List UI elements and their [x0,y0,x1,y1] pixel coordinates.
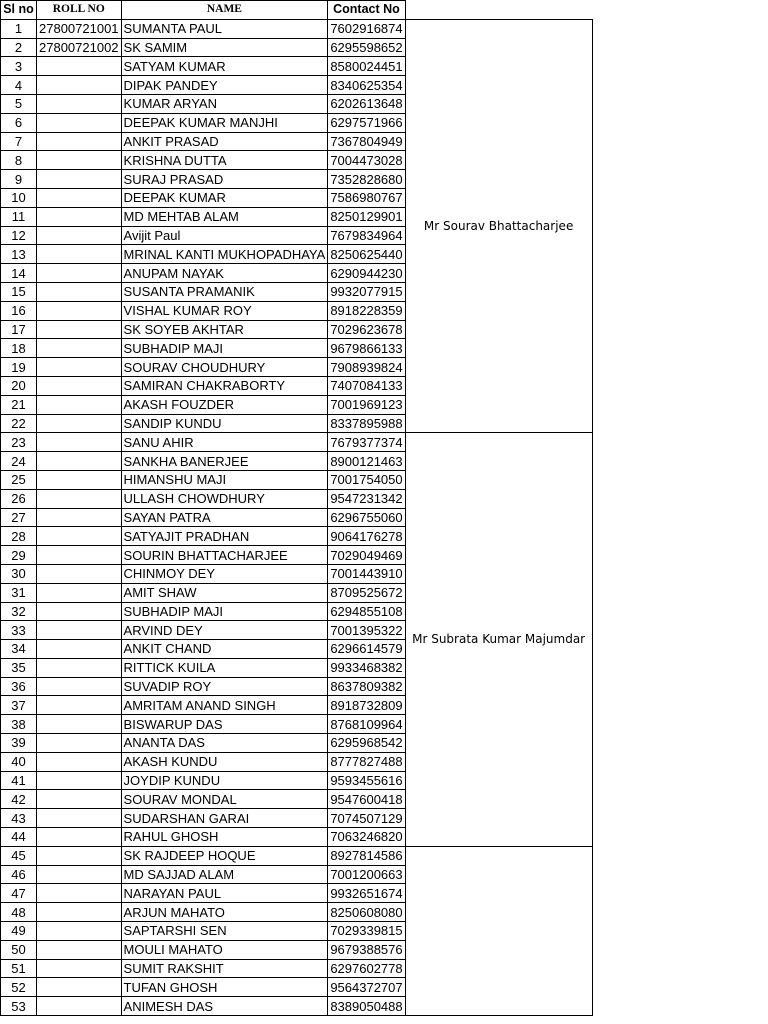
name-cell: DEEPAK KUMAR [121,188,328,207]
name-cell: KUMAR ARYAN [121,94,328,113]
sl-no-cell: 21 [1,395,37,414]
name-cell: VISHAL KUMAR ROY [121,301,328,320]
roll-no-cell [37,508,122,527]
contact-no-cell: 7367804949 [328,132,405,151]
table-row [1,433,593,452]
sl-no-cell: 24 [1,452,37,471]
contact-no-cell: 9547600418 [328,790,405,809]
sl-no-cell: 42 [1,790,37,809]
sl-no-cell: 35 [1,658,37,677]
sl-no-cell: 30 [1,564,37,583]
roll-no-cell: 27800721002 [37,38,122,57]
roll-no-cell [37,621,122,640]
roll-no-cell [37,489,122,508]
roll-no-cell [37,151,122,170]
contact-no-cell: 8777827488 [328,752,405,771]
contact-no-cell: 6295968542 [328,734,405,753]
contact-no-cell: 8389050488 [328,997,405,1016]
mentor-cell [405,846,592,1015]
roll-no-cell [37,922,122,941]
roll-no-cell [37,226,122,245]
sl-no-cell: 8 [1,151,37,170]
roll-no-cell [37,452,122,471]
contact-no-cell: 7063246820 [328,828,405,847]
name-cell: ARVIND DEY [121,621,328,640]
contact-no-cell: 7679377374 [328,433,405,452]
sl-no-cell: 37 [1,696,37,715]
sl-no-cell: 46 [1,865,37,884]
sl-no-cell: 19 [1,358,37,377]
name-cell: MRINAL KANTI MUKHOPADHAYA [121,245,328,264]
name-cell: ANKIT PRASAD [121,132,328,151]
sl-no-cell: 39 [1,734,37,753]
sl-no-cell: 13 [1,245,37,264]
roll-no-cell [37,583,122,602]
mentor-cell: Mr Subrata Kumar Majumdar [405,433,592,847]
contact-no-cell: 6297571966 [328,113,405,132]
name-cell: AKASH KUNDU [121,752,328,771]
contact-no-cell: 8918228359 [328,301,405,320]
contact-no-cell: 8580024451 [328,57,405,76]
name-cell: MD SAJJAD ALAM [121,865,328,884]
roll-no-cell [37,113,122,132]
contact-no-cell: 8340625354 [328,76,405,95]
roll-no-cell [37,132,122,151]
name-cell: SUMANTA PAUL [121,19,328,38]
sl-no-cell: 22 [1,414,37,433]
roll-no-cell: 27800721001 [37,19,122,38]
name-cell: SUBHADIP MAJI [121,602,328,621]
roll-no-cell [37,470,122,489]
name-cell: DIPAK PANDEY [121,76,328,95]
sl-no-cell: 5 [1,94,37,113]
sl-no-cell: 31 [1,583,37,602]
sl-no-cell: 53 [1,997,37,1016]
roll-no-cell [37,57,122,76]
roll-no-cell [37,358,122,377]
sl-no-cell: 15 [1,282,37,301]
contact-no-cell: 6202613648 [328,94,405,113]
contact-no-cell: 8250129901 [328,207,405,226]
sl-no-cell: 32 [1,602,37,621]
roll-no-cell [37,978,122,997]
sl-no-cell: 41 [1,771,37,790]
table-body [1,19,593,1015]
roll-no-cell [37,696,122,715]
contact-no-cell: 9933468382 [328,658,405,677]
contact-no-cell: 9593455616 [328,771,405,790]
name-cell: SUDARSHAN GARAI [121,809,328,828]
sl-no-cell: 23 [1,433,37,452]
roll-no-cell [37,602,122,621]
name-cell: RITTICK KUILA [121,658,328,677]
roll-no-cell [37,828,122,847]
contact-no-cell: 9679388576 [328,940,405,959]
roll-no-cell [37,771,122,790]
sl-no-cell: 3 [1,57,37,76]
roll-no-cell [37,264,122,283]
name-cell: SATYAJIT PRADHAN [121,527,328,546]
roll-no-cell [37,527,122,546]
sl-no-cell: 40 [1,752,37,771]
name-cell: SUVADIP ROY [121,677,328,696]
contact-no-cell: 7908939824 [328,358,405,377]
name-cell: SUMIT RAKSHIT [121,959,328,978]
name-cell: ULLASH CHOWDHURY [121,489,328,508]
contact-no-cell: 9564372707 [328,978,405,997]
roll-no-cell [37,433,122,452]
sl-no-cell: 47 [1,884,37,903]
roll-no-cell [37,188,122,207]
roll-no-cell [37,734,122,753]
sl-no-cell: 29 [1,546,37,565]
contact-no-cell: 7074507129 [328,809,405,828]
sl-no-cell: 49 [1,922,37,941]
sl-no-cell: 11 [1,207,37,226]
sl-no-cell: 28 [1,527,37,546]
roll-no-cell [37,997,122,1016]
name-cell: SK SAMIM [121,38,328,57]
contact-no-cell: 8250625440 [328,245,405,264]
contact-no-cell: 9932077915 [328,282,405,301]
roll-no-cell [37,245,122,264]
contact-no-cell: 8709525672 [328,583,405,602]
roll-no-cell [37,809,122,828]
header-name: NAME [121,1,328,20]
name-cell: AMRITAM ANAND SINGH [121,696,328,715]
sl-no-cell: 36 [1,677,37,696]
contact-no-cell: 7001395322 [328,621,405,640]
name-cell: Avijit Paul [121,226,328,245]
roll-no-cell [37,959,122,978]
name-cell: SAPTARSHI SEN [121,922,328,941]
name-cell: SUSANTA PRAMANIK [121,282,328,301]
sl-no-cell: 27 [1,508,37,527]
roll-no-cell [37,94,122,113]
roll-no-cell [37,564,122,583]
name-cell: ANUPAM NAYAK [121,264,328,283]
name-cell: KRISHNA DUTTA [121,151,328,170]
sl-no-cell: 44 [1,828,37,847]
name-cell: SURAJ PRASAD [121,170,328,189]
roll-no-cell [37,640,122,659]
name-cell: MOULI MAHATO [121,940,328,959]
name-cell: AMIT SHAW [121,583,328,602]
roll-no-cell [37,752,122,771]
name-cell: BISWARUP DAS [121,715,328,734]
name-cell: ANIMESH DAS [121,997,328,1016]
contact-no-cell: 8927814586 [328,846,405,865]
sl-no-cell: 33 [1,621,37,640]
sl-no-cell: 50 [1,940,37,959]
name-cell: DEEPAK KUMAR MANJHI [121,113,328,132]
roll-no-cell [37,320,122,339]
contact-no-cell: 8637809382 [328,677,405,696]
contact-no-cell: 9932651674 [328,884,405,903]
sl-no-cell: 25 [1,470,37,489]
sl-no-cell: 10 [1,188,37,207]
contact-no-cell: 7001443910 [328,564,405,583]
contact-no-cell: 9064176278 [328,527,405,546]
roll-no-cell [37,677,122,696]
header-roll-no: ROLL NO [37,1,122,20]
sl-no-cell: 9 [1,170,37,189]
mentor-cell: Mr Sourav Bhattacharjee [405,19,592,433]
contact-no-cell: 6297602778 [328,959,405,978]
sl-no-cell: 52 [1,978,37,997]
header-sl-no: Sl no [1,1,37,20]
sl-no-cell: 4 [1,76,37,95]
name-cell: SOURAV MONDAL [121,790,328,809]
roll-no-cell [37,170,122,189]
sl-no-cell: 17 [1,320,37,339]
contact-no-cell: 7029339815 [328,922,405,941]
name-cell: HIMANSHU MAJI [121,470,328,489]
roll-no-cell [37,865,122,884]
header-contact-no: Contact No [328,1,405,20]
sl-no-cell: 38 [1,715,37,734]
name-cell: ARJUN MAHATO [121,903,328,922]
roll-no-cell [37,339,122,358]
name-cell: SK RAJDEEP HOQUE [121,846,328,865]
contact-no-cell: 6290944230 [328,264,405,283]
name-cell: SANKHA BANERJEE [121,452,328,471]
sl-no-cell: 20 [1,376,37,395]
contact-no-cell: 9547231342 [328,489,405,508]
sl-no-cell: 26 [1,489,37,508]
contact-no-cell: 8918732809 [328,696,405,715]
sl-no-cell: 2 [1,38,37,57]
roll-no-cell [37,846,122,865]
roll-no-cell [37,940,122,959]
name-cell: AKASH FOUZDER [121,395,328,414]
contact-no-cell: 7352828680 [328,170,405,189]
sl-no-cell: 34 [1,640,37,659]
contact-no-cell: 8250608080 [328,903,405,922]
roll-no-cell [37,282,122,301]
table-row [1,19,593,38]
roll-no-cell [37,903,122,922]
roll-no-cell [37,884,122,903]
name-cell: ANKIT CHAND [121,640,328,659]
sl-no-cell: 43 [1,809,37,828]
roll-no-cell [37,395,122,414]
contact-no-cell: 6296755060 [328,508,405,527]
contact-no-cell: 6296614579 [328,640,405,659]
name-cell: SATYAM KUMAR [121,57,328,76]
name-cell: RAHUL GHOSH [121,828,328,847]
contact-no-cell: 7407084133 [328,376,405,395]
roll-no-cell [37,376,122,395]
header-mentor-blank [405,1,592,20]
contact-no-cell: 7004473028 [328,151,405,170]
contact-no-cell: 7586980767 [328,188,405,207]
roll-no-cell [37,546,122,565]
name-cell: SK SOYEB AKHTAR [121,320,328,339]
name-cell: ANANTA DAS [121,734,328,753]
roll-no-cell [37,414,122,433]
contact-no-cell: 8900121463 [328,452,405,471]
name-cell: SOURAV CHOUDHURY [121,358,328,377]
sl-no-cell: 48 [1,903,37,922]
sl-no-cell: 18 [1,339,37,358]
roll-no-cell [37,207,122,226]
name-cell: SANU AHIR [121,433,328,452]
sl-no-cell: 16 [1,301,37,320]
contact-no-cell: 7001200663 [328,865,405,884]
roll-no-cell [37,658,122,677]
contact-no-cell: 6295598652 [328,38,405,57]
contact-no-cell: 7001754050 [328,470,405,489]
name-cell: CHINMOY DEY [121,564,328,583]
contact-no-cell: 7029623678 [328,320,405,339]
name-cell: NARAYAN PAUL [121,884,328,903]
contact-no-cell: 7679834964 [328,226,405,245]
name-cell: SAMIRAN CHAKRABORTY [121,376,328,395]
name-cell: SANDIP KUNDU [121,414,328,433]
contact-no-cell: 9679866133 [328,339,405,358]
name-cell: SOURIN BHATTACHARJEE [121,546,328,565]
contact-no-cell: 8768109964 [328,715,405,734]
header-row [1,1,593,20]
name-cell: JOYDIP KUNDU [121,771,328,790]
sl-no-cell: 12 [1,226,37,245]
sl-no-cell: 45 [1,846,37,865]
sl-no-cell: 14 [1,264,37,283]
contact-no-cell: 6294855108 [328,602,405,621]
name-cell: MD MEHTAB ALAM [121,207,328,226]
sl-no-cell: 7 [1,132,37,151]
sl-no-cell: 6 [1,113,37,132]
name-cell: SUBHADIP MAJI [121,339,328,358]
roll-no-cell [37,76,122,95]
sl-no-cell: 51 [1,959,37,978]
contact-no-cell: 7001969123 [328,395,405,414]
contact-no-cell: 7602916874 [328,19,405,38]
name-cell: SAYAN PATRA [121,508,328,527]
table-row [1,846,593,865]
contact-no-cell: 7029049469 [328,546,405,565]
sl-no-cell: 1 [1,19,37,38]
roll-no-cell [37,790,122,809]
roll-no-cell [37,301,122,320]
contact-no-cell: 8337895988 [328,414,405,433]
name-cell: TUFAN GHOSH [121,978,328,997]
roll-no-cell [37,715,122,734]
